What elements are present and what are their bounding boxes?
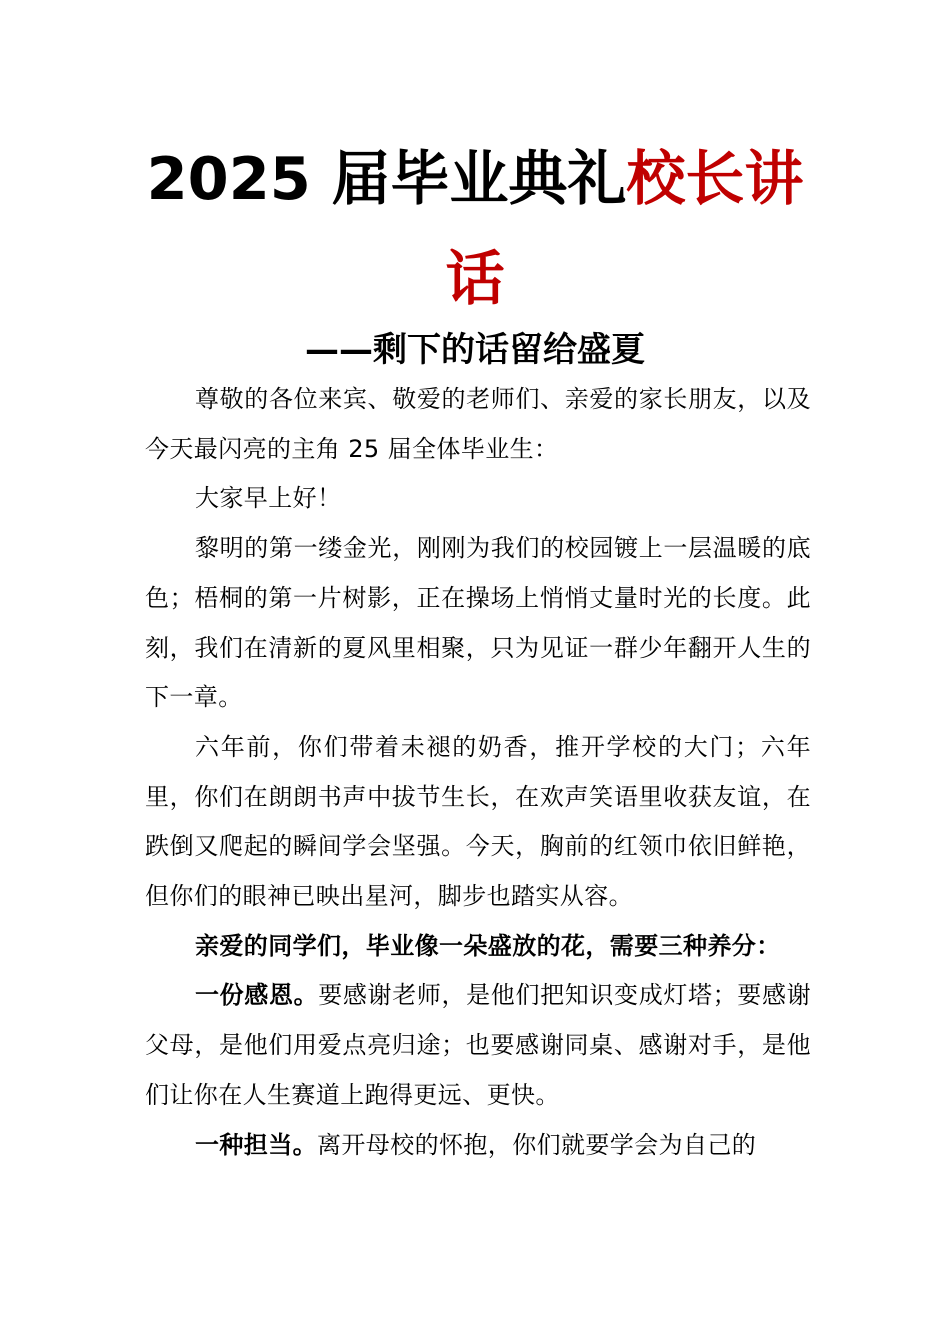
gratitude-lead: 一份感恩。 <box>195 981 319 1010</box>
title-red-text-continued: 话 <box>445 244 505 313</box>
greeting-paragraph: 尊敬的各位来宾、敬爱的老师们、亲爱的家长朋友，以及今天最闪亮的主角 25 届全体毕业生： <box>145 385 811 463</box>
good-morning-paragraph: 大家早上好！ <box>195 484 342 513</box>
six-years-paragraph: 六年前，你们带着未褪的奶香，推开学校的大门；六年里，你们在朗朗书声中拔节生长，在欢声笑语里收获友谊，在跌倒又爬起的瞬间学会坚强。今天，胸前的红领巾依旧鲜艳，但你们的眼神已映出星河，脚步也踏实从容。 <box>145 732 811 911</box>
speech-body <box>145 375 811 1170</box>
dawn-paragraph: 黎明的第一缕金光，刚刚为我们的校园镀上一层温暖的底色；梧桐的第一片树影，正在操场上悄悄丈量时光的长度。此刻，我们在清新的夏风里相聚，只为见证一群少年翻开人生的下一章。 <box>145 534 811 712</box>
responsibility-paragraph <box>145 1121 811 1171</box>
responsibility-text: 离开母校的怀抱，你们就要学会为自己的 <box>317 1130 757 1159</box>
three-nutrients-paragraph: 亲爱的同学们，毕业像一朵盛放的花，需要三种养分： <box>195 931 781 960</box>
document-title-line-1 <box>145 132 805 226</box>
title-red-text: 校长讲 <box>626 144 804 213</box>
title-black-text: 2025 届毕业典礼 <box>146 144 627 213</box>
gratitude-text: 要感谢老师，是他们把知识变成灯塔；要感谢父母，是他们用爱点亮归途；也要感谢同桌、感谢对手，是他们让你在人生赛道上跑得更远、更快。 <box>145 981 811 1109</box>
gratitude-paragraph <box>145 971 811 1120</box>
document-title-line-2 <box>145 232 805 326</box>
responsibility-lead: 一种担当。 <box>195 1130 317 1159</box>
document-subtitle: ——剩下的话留给盛夏 <box>305 330 645 370</box>
